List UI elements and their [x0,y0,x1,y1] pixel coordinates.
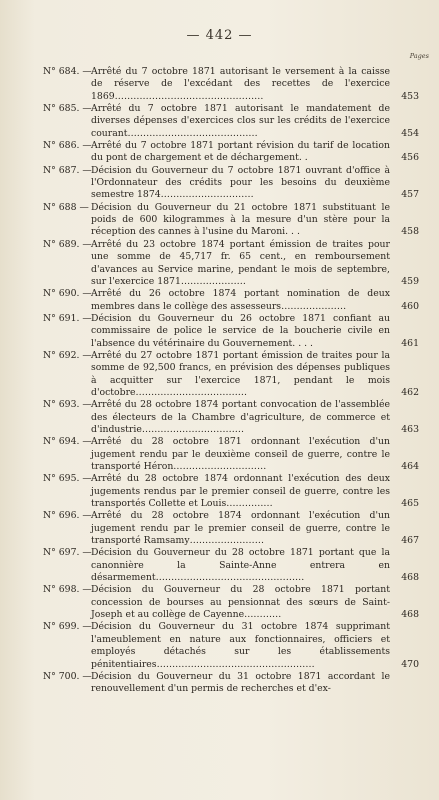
entry-page-number: 462 [401,386,419,398]
entry-text: Arrêté du 28 octobre 1874 portant convocation de l'assemblée des électeurs de la Chambre d'agriculture, de commerce et d'industrie…………………………… [91,399,390,435]
entry-row [0,288,439,313]
entry-page-number: 460 [401,300,419,312]
entry-row [0,239,439,288]
entry-number: N° 691. — [43,312,92,324]
entry-number: N° 699. — [43,621,92,633]
entry-row [0,436,439,473]
entry-text: Arrêté du 28 octobre 1874 ordonnant l'exécution des deux jugements rendus par le premier conseil de guerre, contre les transportés Collette et Louis…………… [91,473,390,510]
entry-row [0,66,439,103]
entry-row [0,103,439,140]
entry-text: Arrêté du 7 octobre 1871 autorisant le mandatement de diverses dépenses d'exercices clos sur les crédits de l'exercice courant…………………………………… [91,103,390,139]
entry-text: Arrêté du 27 octobre 1871 portant émission de traites pour la somme de 92,500 francs, en prévision des dépenses publiques à acquitter sur l'exercice 1871, pendant le mois d'octobre……………………………… [91,349,390,398]
entry-page-number: 458 [401,226,419,238]
entry-text: Arrêté du 28 octobre 1874 ordonnant l'exécution d'un jugement rendu par le premier conseil de guerre, contre le transporté Ramsamy…………………… [91,510,390,547]
entry-text: Arrêté du 28 octobre 1871 ordonnant l'exécution d'un jugement rendu par le deuxième conseil de guerre, contre le transporté Héron………………………… [91,436,390,472]
entry-row [0,473,439,510]
entry-page-number: 454 [401,127,419,139]
entry-row [0,165,439,202]
entry-number: N° 689. — [43,238,92,250]
page-number-header: — 442 — [186,28,253,43]
entry-text: Décision du Gouverneur du 31 octobre 1871 accordant le renouvellement d'un permis de recherches et d'ex- [91,670,390,695]
entry-number: N° 684. — [43,66,92,77]
entry-number: N° 700. — [43,670,92,682]
entry-number: N° 686. — [43,140,92,152]
entry-row [0,671,439,696]
entry-row [0,140,439,165]
entry-page-number: 467 [401,535,419,547]
entry-row [0,313,439,350]
entry-text: Décision du Gouverneur du 31 octobre 1874 supprimant l'ameublement en nature aux fonctionnaires, officiers et employés détachés sur les établissements pénitentiaires…………………………………………… [91,621,390,670]
entry-row [0,547,439,584]
entry-row [0,350,439,399]
entry-number: N° 698. — [43,584,92,596]
entry-text: Décision du Gouverneur du 7 octobre 1871 ouvrant d'office à l'Ordonnateur des crédits pour les besoins du deuxième semestre 1874………………………… [91,164,390,201]
entry-page-number: 463 [401,423,419,435]
entry-number: N° 692. — [43,349,92,361]
entry-text: Arrêté du 7 octobre 1871 portant révision du tarif de location du pont de chargement et de déchargement. . [91,140,390,164]
entry-number: N° 696. — [43,510,92,522]
entry-page-number: 457 [401,189,419,201]
entry-number: N° 688 — [43,201,89,213]
entry-text: Décision du Gouverneur du 26 octobre 1871 confiant au commissaire de police le service de la boucherie civile en l'absence du vétérinaire du Gouvernement. . . . [91,312,390,349]
entry-page-number: 465 [401,498,419,510]
pages-column-label: Pages [409,52,429,60]
entry-text: Décision du Gouverneur du 28 octobre 1871 portant concession de bourses au pensionnat des sœurs de Saint-Joseph et au collège de Cayenne………… [91,584,390,621]
entry-text: Arrêté du 26 octobre 1874 portant nomination de deux membres dans le collège des assesseurs………………… [91,288,390,312]
entry-page-number: 456 [401,152,419,164]
entry-page-number: 464 [401,461,419,472]
entry-row [0,510,439,547]
entry-text: Arrêté du 7 octobre 1871 autorisant le versement à la caisse de réserve de l'excédant des recettes de l'exercice 1869………………………………………… [91,66,390,102]
entry-number: N° 693. — [43,399,92,411]
entry-text: Décision du Gouverneur du 28 octobre 1871 portant que la canonnière la Sainte-Anne entrera en désarmement………………………………………… [91,547,390,584]
entry-list [0,66,439,696]
entry-page-number: 468 [401,572,419,584]
entry-number: N° 687. — [43,164,92,176]
entry-row [0,584,439,621]
entry-page-number: 461 [401,337,419,349]
entry-row [0,202,439,239]
entry-row [0,399,439,436]
entry-text: Arrêté du 23 octobre 1874 portant émission de traites pour une somme de 45,717 fr. 65 cent., en remboursement d'avances au Service marine, pendant le mois de septembre, sur l'exercice 1871………………… [91,238,390,287]
entry-row [0,621,439,670]
entry-page-number: 468 [401,609,419,621]
entry-page-number: 470 [401,658,419,670]
entry-number: N° 697. — [43,547,92,559]
entry-number: N° 695. — [43,473,92,485]
entry-page-number: 459 [401,275,419,287]
entry-page-number: 453 [401,90,419,102]
entry-number: N° 685. — [43,103,92,115]
entry-number: N° 690. — [43,288,92,300]
entry-text: Décision du Gouverneur du 21 octobre 1871 substituant le poids de 600 kilogrammes à la mesure d'un stère pour la réception des cannes à l'usine du Maroni. . . [91,201,390,238]
entry-number: N° 694. — [43,436,92,448]
